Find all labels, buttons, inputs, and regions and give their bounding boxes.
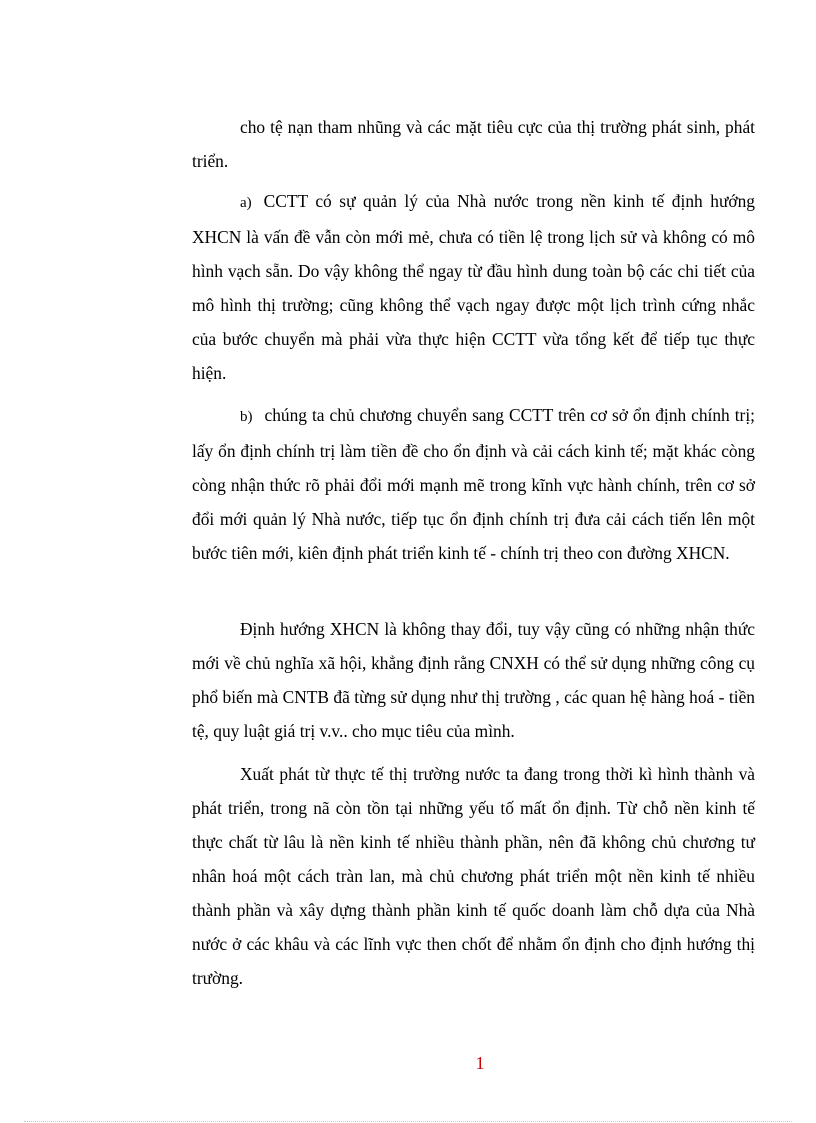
list-marker-a: a)	[240, 195, 252, 211]
paragraph-a-text: CCTT có sự quản lý của Nhà nước trong nền kinh tế định hướng XHCN là vấn đề vẫn còn mới mẻ, chưa có tiền lệ trong lịch sử và không có mô hình vạch sẵn. Do vậy không thể ngay từ đầu hình dung toàn bộ các chi tiết của mô hình thị trường; cũng không thể vạch ngay được một lịch trình cứng nhắc của bước chuyển mà phải vừa thực hiện CCTT vừa tổng kết để tiếp tục thực hiện.	[192, 191, 755, 383]
paragraph-b	[192, 398, 755, 570]
list-marker-b: b)	[240, 409, 253, 425]
paragraph-5	[192, 757, 755, 995]
paragraph-b-text: chúng ta chủ chương chuyển sang CCTT trên cơ sở ổn định chính trị; lấy ổn định chính trị làm tiền đề cho ổn định và cải cách kinh tế; mặt khác còng còng nhận thức rõ phải đổi mới mạnh mẽ trong kĩnh vực hành chính, trên cơ sở đổi mới quản lý Nhà nước, tiếp tục ổn định chính trị đưa cải cách tiến lên một bước tiên mới, kiên định phát triển kinh tế - chính trị theo con đường XHCN.	[192, 405, 755, 563]
paragraph-a	[192, 184, 755, 390]
paragraph-1	[192, 110, 755, 178]
paragraph-4	[192, 612, 755, 748]
paragraph-4-text: Định hướng XHCN là không thay đổi, tuy vậy cũng có những nhận thức mới về chủ nghĩa xã hội, khẳng định rằng CNXH có thể sử dụng những công cụ phổ biến mà CNTB đã từng sử dụng như thị trường , các quan hệ hàng hoá - tiền tệ, quy luật giá trị v.v.. cho mục tiêu của mình.	[192, 619, 755, 741]
paragraph-1-text: cho tệ nạn tham nhũng và các mặt tiêu cực của thị trường phát sinh, phát triển.	[192, 117, 755, 171]
page-bottom-divider	[24, 1121, 792, 1122]
page-number: 1	[475, 1053, 485, 1073]
paragraph-5-text: Xuất phát từ thực tế thị trường nước ta đang trong thời kì hình thành và phát triển, trong nã còn tồn tại những yếu tố mất ổn định. Từ chỗ nền kinh tế thực chất từ lâu là nền kinh tế nhiều thành phần, nên đã không chủ chương tư nhân hoá một cách tràn lan, mà chủ chương phát triển một nền kinh tế nhiều thành phần và xây dựng thành phần kinh tế quốc doanh làm chỗ dựa của Nhà nước ở các khâu và các lĩnh vực then chốt để nhằm ổn định cho định hướng thị trường.	[192, 764, 755, 988]
